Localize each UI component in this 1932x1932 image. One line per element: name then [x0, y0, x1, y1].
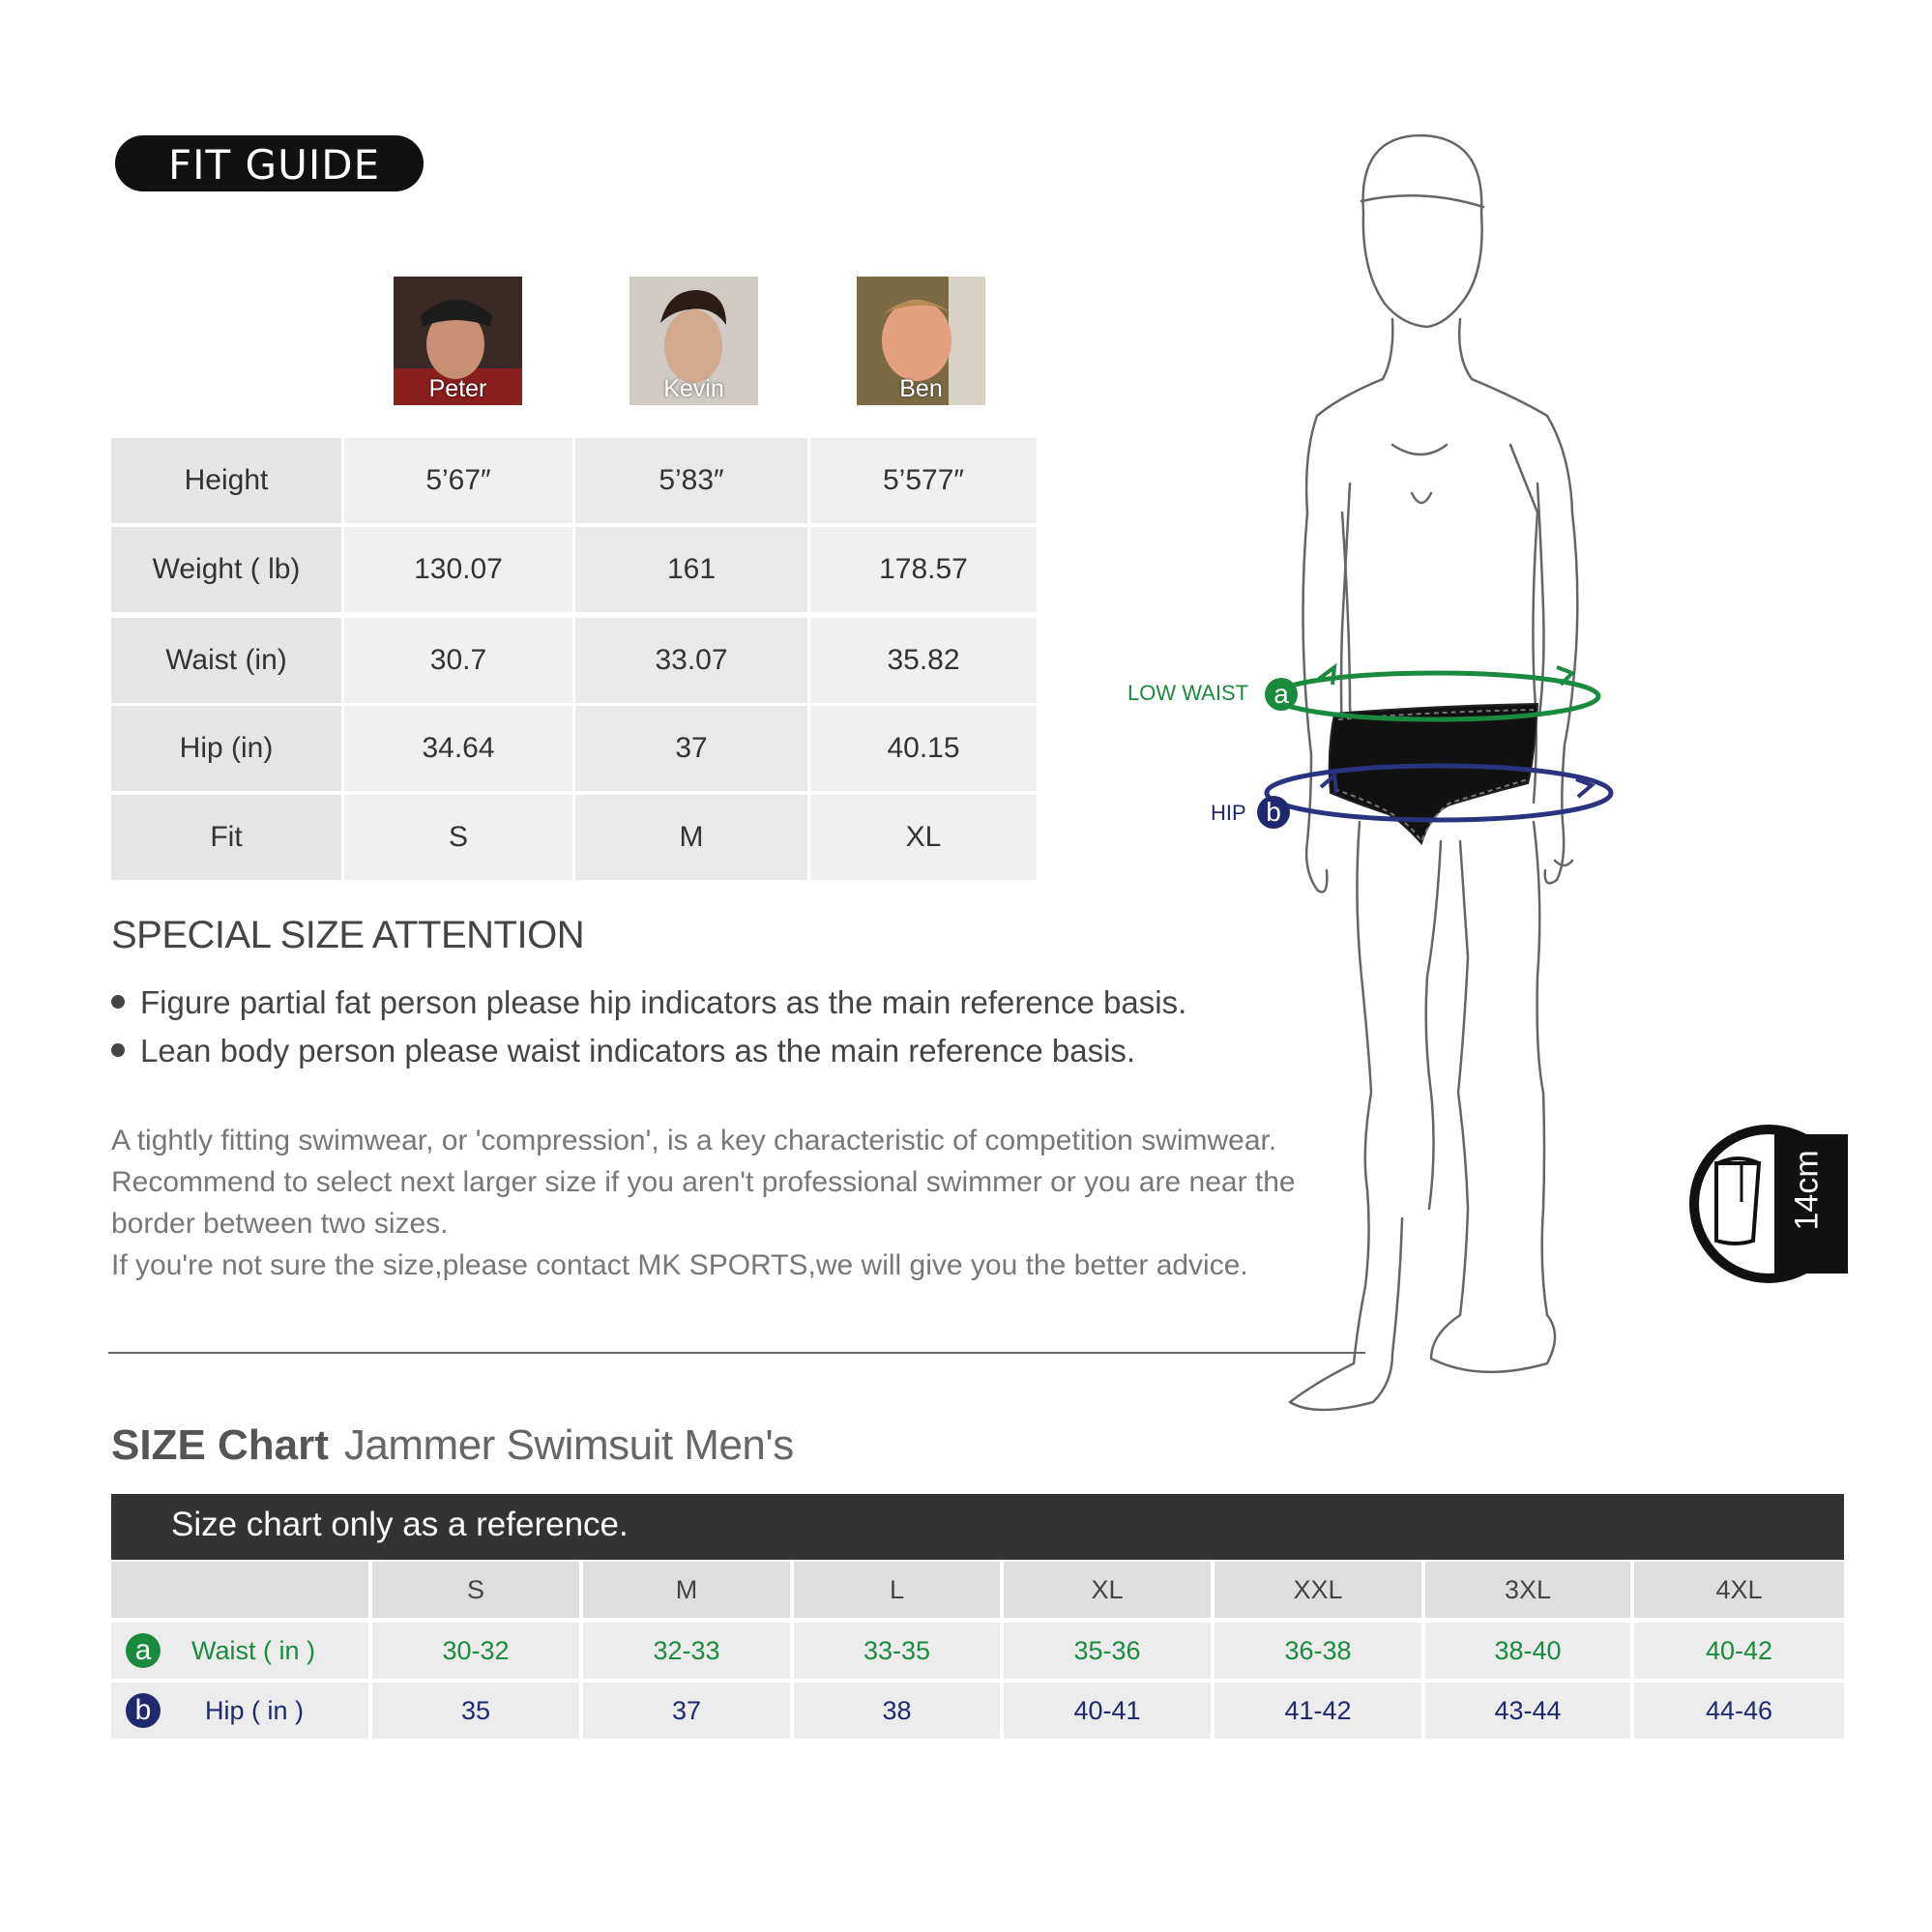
bullet-text: Figure partial fat person please hip indicators as the main reference basis.: [140, 984, 1187, 1020]
cell-value: 130.07: [344, 527, 572, 612]
size-chart-subtitle: Jammer Swimsuit Men's: [343, 1421, 794, 1469]
cell-value: 37: [575, 706, 807, 791]
hip-value: 40-41: [1004, 1683, 1211, 1739]
model-photo-ben: [857, 277, 985, 405]
waist-value: 32-33: [583, 1623, 790, 1679]
hip-row-label: [111, 1683, 368, 1739]
row-label: Waist (in): [111, 618, 341, 703]
waist-badge-a: a: [126, 1633, 161, 1668]
length-label: 14cm: [1788, 1150, 1826, 1231]
hip-value: 38: [794, 1683, 1000, 1739]
cell-value: 34.64: [344, 706, 572, 791]
fit-guide-title: FIT GUIDE: [168, 141, 381, 189]
size-header: XXL: [1215, 1562, 1421, 1618]
bullet-dot: [111, 995, 125, 1009]
fit-guide-header: [115, 135, 424, 191]
bullet-text: Lean body person please waist indicators as the main reference basis.: [140, 1033, 1136, 1068]
waist-value: 33-35: [794, 1623, 1000, 1679]
row-label: Height: [111, 438, 341, 523]
row-label: Fit: [111, 795, 341, 880]
waist-value: 35-36: [1004, 1623, 1211, 1679]
advice-line: border between two sizes.: [111, 1208, 449, 1240]
size-header-empty: [111, 1562, 368, 1618]
cell-value: 35.82: [810, 618, 1037, 703]
row-label: Weight ( lb): [111, 527, 341, 612]
cell-value: 5’577″: [810, 438, 1037, 523]
advice-line: If you're not sure the size,please contact MK SPORTS,we will give you the better advice.: [111, 1249, 1248, 1281]
cell-value: 40.15: [810, 706, 1037, 791]
size-header: XL: [1004, 1562, 1211, 1618]
cell-value: XL: [810, 795, 1037, 880]
section-divider: [108, 1352, 1365, 1354]
waist-value: 40-42: [1634, 1623, 1844, 1679]
size-chart-title-bold: SIZE Chart: [111, 1421, 329, 1469]
waist-label: Waist ( in ): [191, 1635, 315, 1665]
model-photo-kevin: [629, 277, 758, 405]
hip-label: Hip ( in ): [205, 1695, 305, 1725]
advice-paragraph: [111, 1120, 1296, 1286]
cell-value: 5’67″: [344, 438, 572, 523]
size-chart-note-bar: [111, 1494, 1844, 1560]
cell-value: S: [344, 795, 572, 880]
hip-badge-b: b: [1257, 796, 1290, 829]
size-header: 4XL: [1634, 1562, 1844, 1618]
cell-value: 178.57: [810, 527, 1037, 612]
waist-row-label: [111, 1623, 368, 1679]
advice-line: A tightly fitting swimwear, or 'compression', is a key characteristic of competition swimwear.: [111, 1125, 1277, 1156]
cell-value: M: [575, 795, 807, 880]
cell-value: 5’83″: [575, 438, 807, 523]
hip-label: HIP: [1211, 801, 1246, 825]
size-header: L: [794, 1562, 1000, 1618]
waist-value: 38-40: [1425, 1623, 1630, 1679]
model-photo-peter: [394, 277, 522, 405]
size-header: 3XL: [1425, 1562, 1630, 1618]
hip-value: 41-42: [1215, 1683, 1421, 1739]
cell-value: 33.07: [575, 618, 807, 703]
hip-value: 43-44: [1425, 1683, 1630, 1739]
attention-bullet: [111, 984, 1186, 1021]
hip-value: 37: [583, 1683, 790, 1739]
attention-bullet: [111, 1033, 1135, 1069]
cell-value: 161: [575, 527, 807, 612]
size-header: M: [583, 1562, 790, 1618]
model-name: Ben: [899, 375, 943, 402]
waist-badge-a: a: [1265, 678, 1298, 711]
hip-value: 35: [372, 1683, 579, 1739]
waist-value: 30-32: [372, 1623, 579, 1679]
body-figure-illustration: [1257, 126, 1663, 1470]
model-name: Peter: [428, 375, 487, 402]
row-label: Hip (in): [111, 706, 341, 791]
waist-value: 36-38: [1215, 1623, 1421, 1679]
hip-value: 44-46: [1634, 1683, 1844, 1739]
hip-badge-b: b: [126, 1693, 161, 1728]
advice-line: Recommend to select next larger size if you aren't professional swimmer or you are near the: [111, 1166, 1296, 1198]
bullet-dot: [111, 1043, 125, 1057]
low-waist-label: LOW WAIST: [1127, 681, 1249, 705]
special-size-attention-title: SPECIAL SIZE ATTENTION: [111, 914, 585, 956]
cell-value: 30.7: [344, 618, 572, 703]
size-header: S: [372, 1562, 579, 1618]
size-chart-title: [111, 1421, 794, 1470]
jammer-length-icon: [1689, 1125, 1848, 1283]
size-chart-note: Size chart only as a reference.: [171, 1506, 629, 1543]
model-name: Kevin: [663, 375, 724, 402]
